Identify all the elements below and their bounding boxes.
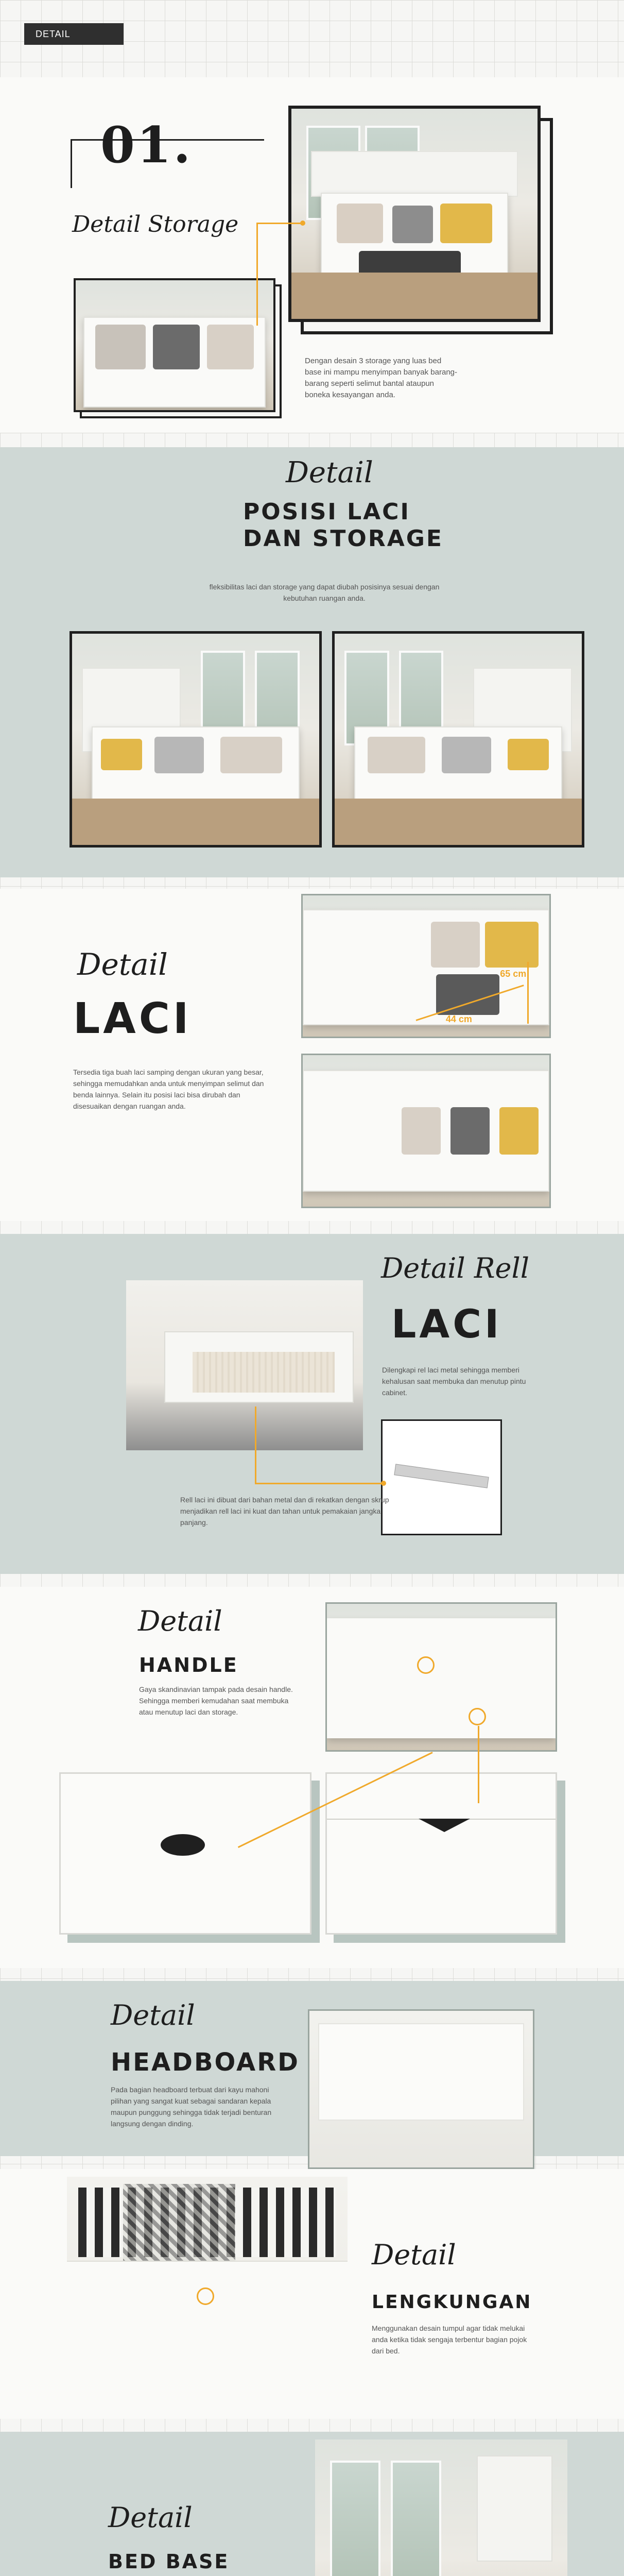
storage-title: Detail Storage: [72, 211, 239, 238]
laci-description: Tersedia tiga buah laci samping dengan ukuran yang besar, sehingga memudahkan anda untuk menyimpan selimut dan benda lainnya. Selain itu posisi laci bisa dirubah dan disesuaikan dengan ruangan anda.: [73, 1068, 264, 1110]
handle-title: HANDLE: [139, 1654, 238, 1676]
headboard-script: Detail: [111, 1999, 195, 2031]
headboard-description: Pada bagian headboard terbuat dari kayu mahoni pilihan yang sangat kuat sebagai sandaran kepala maupun punggung sehingga tidak terjadi benturan langsung dengan dinding.: [111, 2086, 272, 2128]
rell-arrow-vertical: [255, 1406, 256, 1484]
headboard-title: HEADBOARD: [111, 2048, 300, 2077]
bedbase-script: Detail: [108, 2501, 193, 2534]
storage-description: Dengan desain 3 storage yang luas bed base ini mampu menyimpan banyak barang-barang seperti selimut bantal ataupun boneka kesayangan anda.: [305, 357, 457, 399]
handle-ring-1: [417, 1656, 435, 1674]
storage-detail-photo: [74, 278, 275, 412]
posisi-photo-right: [332, 631, 584, 848]
handle-closeup-right: [325, 1772, 557, 1935]
storage-arrow: [257, 223, 304, 224]
headboard-photo: [308, 2009, 534, 2169]
posisi-description: fleksibilitas laci dan storage yang dapat diubah posisinya sesuai dengan kebutuhan ruangan anda.: [209, 583, 440, 602]
rell-arrow-horizontal: [255, 1483, 384, 1484]
rell-description-2: Rell laci ini dibuat dari bahan metal dan di rekatkan dengan skrup menjadikan rell laci ini kuat dan tahan untuk pemakaian jangka panjang.: [180, 1496, 389, 1527]
handle-script: Detail: [138, 1605, 222, 1637]
section-number: 01.: [100, 116, 193, 174]
storage-main-photo: [288, 106, 541, 322]
posisi-photo-left: [70, 631, 322, 848]
rell-description-1: Dilengkapi rel laci metal sehingga memberi kehalusan saat membuka dan menutup pintu cabinet.: [382, 1366, 526, 1397]
rell-script: Detail Rell: [381, 1252, 530, 1284]
detail-tag: DETAIL: [24, 23, 124, 45]
rell-title: LACI: [391, 1301, 502, 1347]
bedbase-photo: [315, 2439, 567, 2576]
handle-description: Gaya skandinavian tampak pada desain handle. Sehingga memberi kemudahan saat membuka atau menutup laci dan storage.: [139, 1685, 293, 1716]
handle-arrow-right: [478, 1726, 479, 1803]
handle-top-photo: [325, 1602, 557, 1752]
rell-detail-photo: [381, 1419, 502, 1535]
laci-dim-length: 65 cm: [500, 969, 527, 979]
storage-arrow-dot: [300, 221, 305, 226]
laci-script: Detail: [77, 947, 168, 982]
lengkungan-ring: [197, 2287, 214, 2305]
rell-arrow-dot: [381, 1481, 386, 1486]
handle-ring-2: [469, 1708, 486, 1725]
posisi-line1: POSISI LACI: [243, 499, 410, 525]
rell-photo: [126, 1280, 363, 1450]
bedbase-title: BED BASE: [108, 2550, 230, 2573]
lengkungan-photo: [67, 2177, 348, 2360]
posisi-line2: DAN STORAGE: [243, 526, 443, 552]
storage-arrow-vertical: [256, 223, 258, 326]
lengkungan-title: LENGKUNGAN: [372, 2292, 532, 2313]
lengkungan-script: Detail: [372, 2239, 456, 2271]
laci-dim-width: 44 cm: [445, 1014, 472, 1025]
posisi-script: Detail: [286, 456, 373, 489]
handle-closeup-left: [59, 1772, 311, 1935]
laci-photo-top: [301, 894, 551, 1038]
laci-title: LACI: [73, 994, 192, 1043]
laci-photo-bottom: [301, 1054, 551, 1208]
lengkungan-description: Menggunakan desain tumpul agar tidak melukai anda ketika tidak sengaja terbentur bagian pojok dari bed.: [372, 2324, 527, 2355]
